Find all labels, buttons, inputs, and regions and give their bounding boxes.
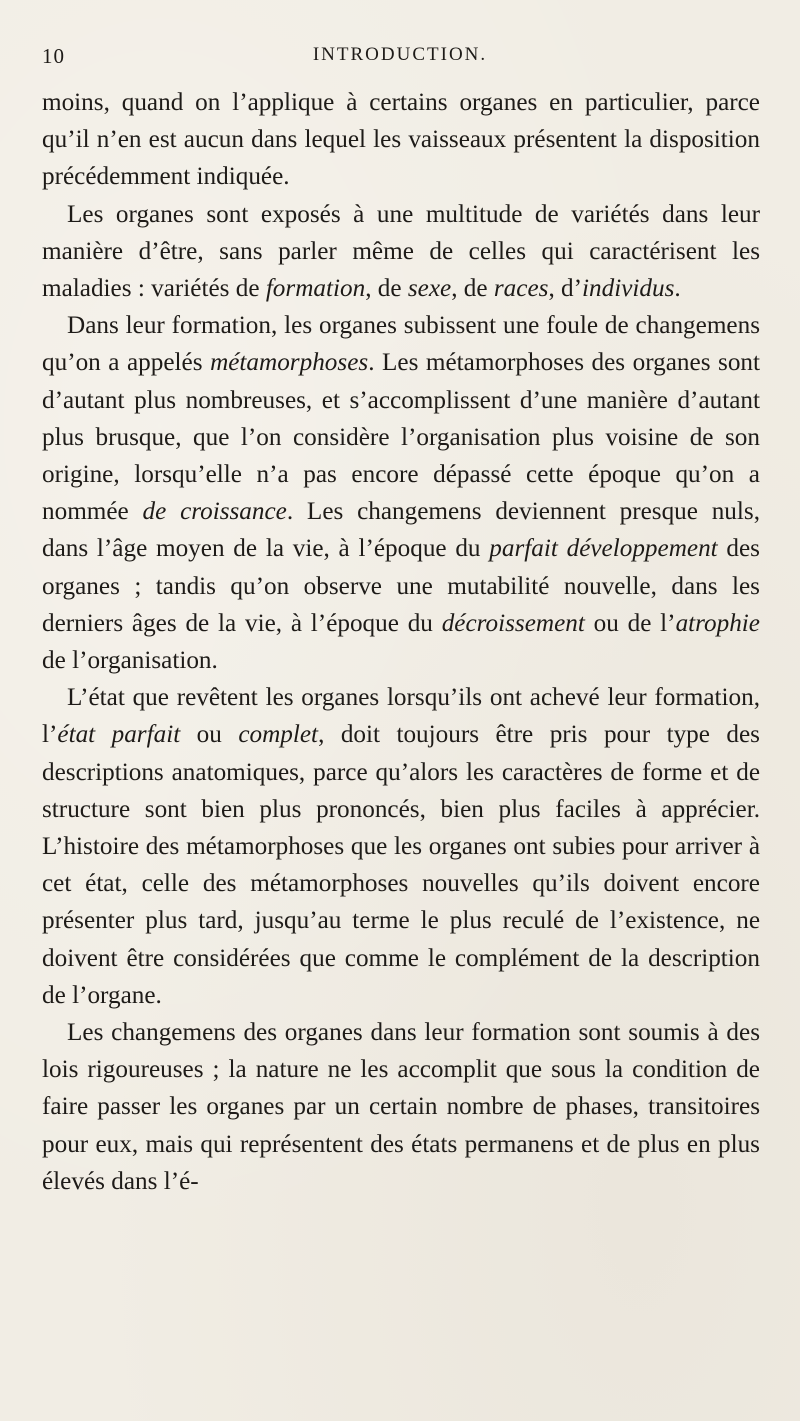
running-head: INTRODUCTION.	[312, 44, 488, 65]
italic-term: décroissement	[441, 609, 585, 637]
text-segment: des organes ; tandis qu’on observe une mutabilité nouvelle, dans les derniers âges de la vie, à l’époque du	[42, 535, 760, 637]
paragraph-3	[42, 307, 760, 679]
text-segment: moins, quand on l’applique à certains organes en particulier, parce qu’il n’en est aucun dans lequel les vaisseaux présentent la disposition précédemment indiquée.	[42, 89, 760, 191]
paragraph-2	[42, 196, 760, 308]
text-segment: Les organes sont exposés à une multitude de variétés dans leur manière d’être, sans parler même de celles qui caractérisent les maladies : variétés de	[42, 200, 760, 303]
paragraph-4	[42, 679, 760, 1014]
text-segment: ou	[180, 721, 239, 749]
italic-term: formation	[265, 275, 366, 303]
page-header	[0, 44, 800, 74]
text-segment: , de	[451, 275, 494, 303]
text-segment: ou de l’	[584, 609, 676, 637]
paragraph-5	[42, 1014, 760, 1200]
page-number: 10	[42, 44, 65, 68]
italic-term: races	[493, 275, 549, 303]
text-segment: .	[674, 275, 681, 303]
text-segment: , doit toujours être pris pour type des descriptions anatomiques, parce qu’alors les caractères de forme et de structure sont bien plus prononcés, bien plus faciles à apprécier. L’histoire des métamorphoses que les organes ont subies pour arriver à cet état, celle des métamorphoses nouvelles qu’ils doivent encore présenter plus tard, jusqu’au terme le plus reculé de l’existence, ne doivent être considérées que comme le complément de la description de l’organe.	[42, 721, 760, 1009]
text-segment: L’état que revêtent les organes lorsqu’ils ont achevé leur formation, l’	[42, 684, 760, 749]
text-segment: de l’organisation.	[42, 647, 218, 675]
italic-term: complet	[238, 721, 319, 749]
italic-term: métamorphoses	[210, 349, 369, 377]
italic-term: état parfait	[57, 721, 181, 749]
italic-term: sexe	[407, 275, 452, 303]
text-segment: Les changemens des organes dans leur formation sont soumis à des lois rigoureuses ; la nature ne les accomplit que sous la condition de faire passer les organes par un certain nombre de phases, transitoires pour eux, mais qui représentent des états permanens et de plus en plus élevés dans l’é-	[42, 1019, 760, 1195]
body-text	[42, 84, 760, 1200]
text-segment: , de	[365, 275, 408, 303]
text-segment: . Les métamorphoses des organes sont d’autant plus nombreuses, et s’accomplissent d’une manière d’autant plus brusque, que l’on considère l’organisation plus voisine de son origine, lorsqu’elle n’a pas encore dépassé cette époque qu’on a nommée	[42, 349, 761, 526]
italic-term: parfait développement	[489, 535, 718, 563]
text-segment: . Les changemens deviennent presque nuls, dans l’âge moyen de la vie, à l’époque du	[42, 498, 760, 563]
text-segment: , d’	[548, 275, 583, 303]
text-segment: Dans leur formation, les organes subissent une foule de changemens qu’on a appelés	[42, 312, 760, 377]
italic-term: atrophie	[675, 609, 760, 637]
italic-term: de croissance	[142, 498, 287, 526]
italic-term: individus	[582, 275, 675, 303]
paragraph-1	[42, 84, 760, 196]
